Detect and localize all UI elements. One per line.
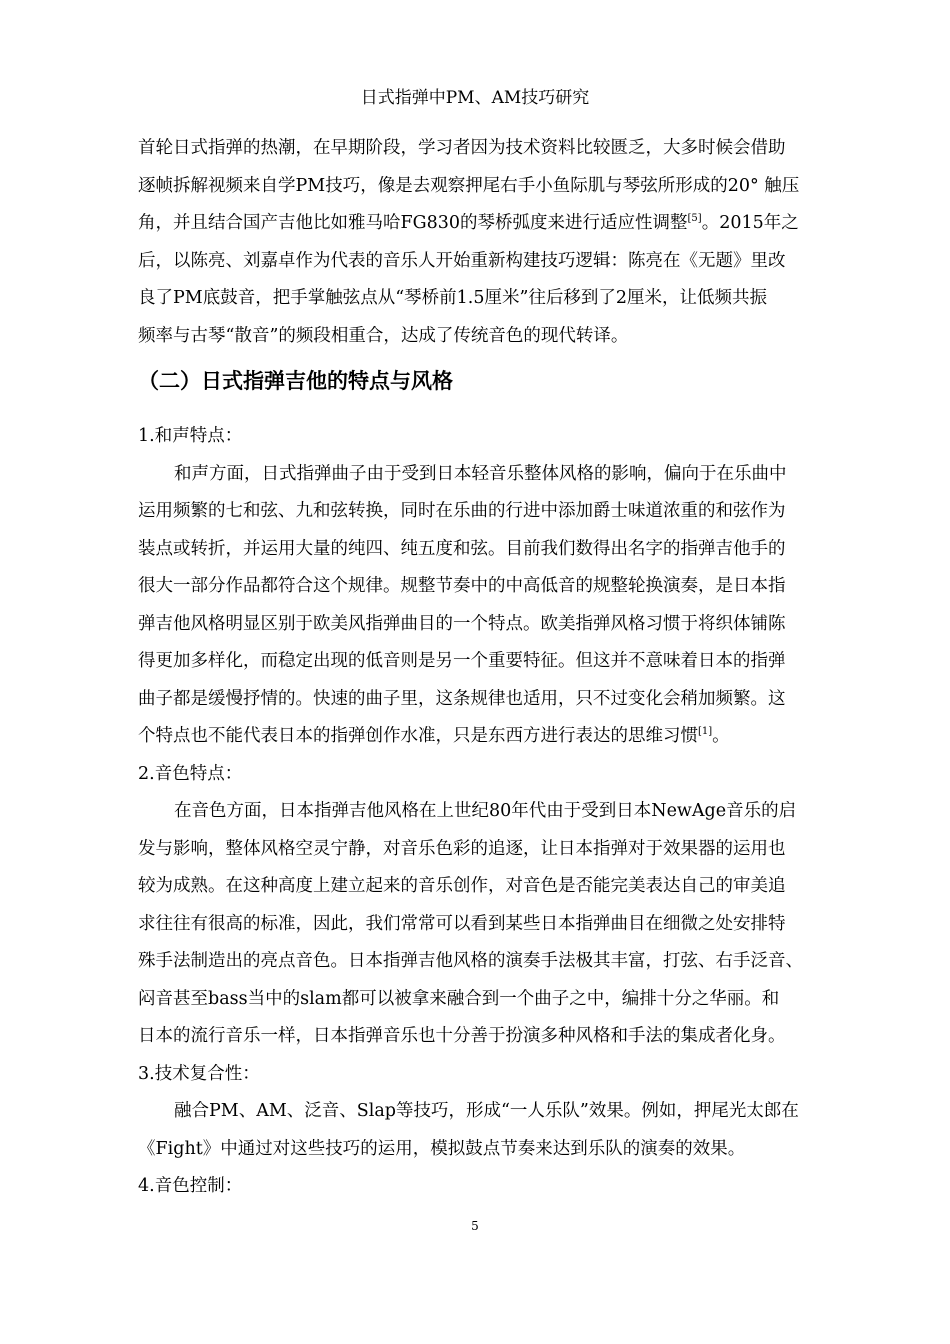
line-text: 运用频繁的七和弦、九和弦转换，同时在乐曲的行进中添加爵士味道浓重的和弦作为 (138, 501, 786, 521)
line-text: 个特点也不能代表日本的指弹创作水准，只是东西方进行表达的思维习惯 (138, 726, 698, 746)
section-body (138, 418, 860, 1206)
line-text: 逐帧拆解视频来自学PM技巧，像是去观察押尾右手小鱼际肌与琴弦所形成的20° 触压 (138, 175, 800, 196)
line-text: 角，并且结合国产吉他比如雅马哈FG830的琴桥弧度来进行适应性调整 (138, 213, 688, 233)
subsection-title: 2.音色特点： (138, 763, 243, 784)
line-text: 殊手法制造出的亮点音色。日本指弹吉他风格的演奏手法极其丰富，打弦、右手泛音、 (138, 951, 803, 971)
text-line (138, 681, 860, 719)
text-line (138, 1093, 860, 1131)
line-text: 频率与古琴“散音”的频段相重合，达成了传统音色的现代转译。 (138, 325, 629, 346)
running-header: 日式指弹中PM、AM技巧研究 (360, 88, 590, 108)
subsection-title: 1.和声特点： (138, 426, 243, 446)
citation-ref: [1] (698, 726, 713, 738)
line-text: 良了PM底鼓音，把手掌触弦点从“琴桥前1.5厘米”往后移到了2厘米，让低频共振 (138, 288, 768, 308)
page-number: 5 (471, 1219, 479, 1233)
line-text: 得更加多样化，而稳定出现的低音则是另一个重要特征。但这并不意味着日本的指弹 (138, 651, 786, 671)
line-text: 弹吉他风格明显区别于欧美风指弹曲目的一个特点。欧美指弹风格习惯于将织体铺陈 (138, 613, 786, 634)
line-text: 《Fight》中通过对这些技巧的运用，模拟鼓点节奏来达到乐队的演奏的效果。 (138, 1138, 746, 1159)
text-line (138, 1018, 860, 1056)
line-text: 闷音甚至bass当中的slam都可以被拿来融合到一个曲子之中，编排十分之华丽。和 (138, 988, 780, 1009)
text-line (138, 456, 860, 494)
line-text: 在音色方面，日本指弹吉他风格在上世纪80年代由于受到日本NewAge音乐的启 (174, 801, 797, 821)
line-text: 求往往有很高的标准，因此，我们常常可以看到某些日本指弹曲目在细微之处安排特 (138, 913, 786, 934)
text-line (138, 531, 860, 569)
text-line (138, 168, 860, 206)
text-line (138, 906, 860, 944)
line-text: 发与影响，整体风格空灵宁静，对音乐色彩的追逐，让日本指弹对于效果器的运用也 (138, 838, 786, 859)
intro-paragraph (138, 130, 860, 355)
line-text: 较为成熟。在这种高度上建立起来的音乐创作，对音色是否能完美表达自己的审美追 (138, 876, 786, 896)
text-line (138, 318, 860, 356)
line-text: 装点或转折，并运用大量的纯四、纯五度和弦。目前我们数得出名字的指弹吉他手的 (138, 538, 786, 559)
line-text: 融合PM、AM、泛音、Slap等技巧，形成“一人乐队”效果。例如，押尾光太郎在 (174, 1101, 799, 1121)
line-text: 首轮日式指弹的热潮，在早期阶段，学习者因为技术资料比较匮乏，大多时候会借助 (138, 138, 786, 158)
text-line (138, 606, 860, 644)
text-line (138, 643, 860, 681)
subsection-title: 4.音色控制： (138, 1176, 243, 1196)
text-line (138, 280, 860, 318)
citation-ref: [5] (687, 213, 702, 225)
text-line (138, 831, 860, 869)
text-line (138, 130, 860, 168)
line-text: 曲子都是缓慢抒情的。快速的曲子里，这条规律也适用，只不过变化会稍加频繁。这 (138, 688, 786, 709)
line-text: 后，以陈亮、刘嘉卓作为代表的音乐人开始重新构建技巧逻辑：陈亮在《无题》里改 (138, 250, 786, 271)
line-text: 日本的流行音乐一样，日本指弹音乐也十分善于扮演多种风格和手法的集成者化身。 (138, 1026, 786, 1046)
line-text-after: 。 (712, 726, 730, 746)
line-text-after: 。2015年之 (701, 213, 799, 233)
text-line (138, 493, 860, 531)
line-text: 很大一部分作品都符合这个规律。规整节奏中的中高低音的规整轮换演奏，是日本指 (138, 576, 786, 596)
text-line (138, 568, 860, 606)
text-line (138, 1131, 860, 1169)
text-line (138, 793, 860, 831)
text-line (138, 243, 860, 281)
text-line (138, 943, 860, 981)
text-line (138, 981, 860, 1019)
line-text: 和声方面，日式指弹曲子由于受到日本轻音乐整体风格的影响，偏向于在乐曲中 (174, 463, 787, 484)
section-heading: （二）日式指弹吉他的特点与风格 (138, 369, 453, 393)
text-line (138, 718, 860, 756)
subsection-title: 3.技术复合性： (138, 1063, 260, 1084)
text-line (138, 205, 860, 243)
text-line (138, 868, 860, 906)
